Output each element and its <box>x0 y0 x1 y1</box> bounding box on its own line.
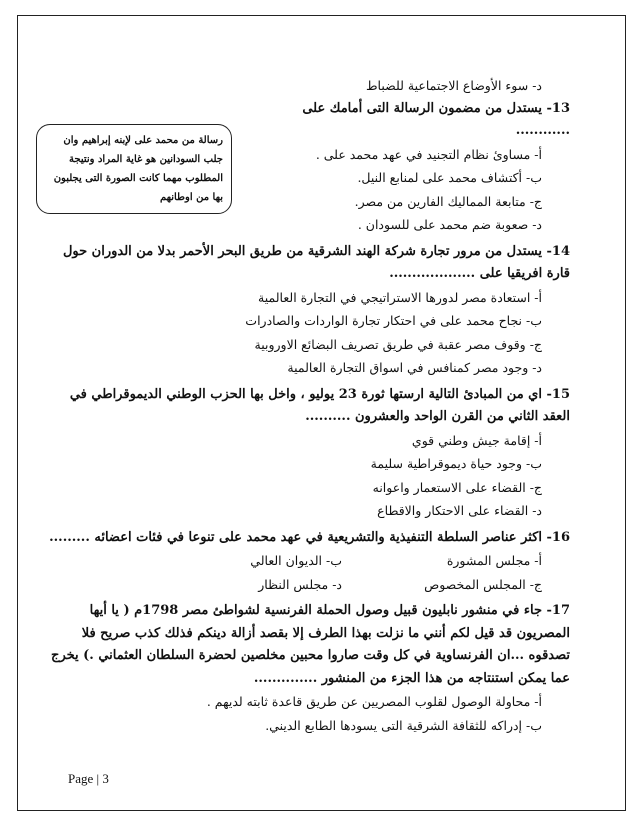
question-14: 14- يستدل من مرور تجارة شركة الهند الشرقية من طريق البحر الأحمر بدلا من الدوران حول قارة افريقيا على ................... <box>62 243 570 281</box>
question-17: 17- جاء في منشور نابليون قبيل وصول الحملة الفرنسية لشواطئ مصر 1798م ( يا أيها المصريون قد قيل لكم أنني ما نزلت بهذا الطرف إلا بقصد أزالة دينكم فذلك كذب صريح فلا تصدقوه ...ان الفرنساوية في كل وقت صاروا محبين مخلصين لحضرة السلطان العثماني .) يخرج عما يمكن استنتاجه من هذا الجزء من المنشور .............. <box>51 603 570 686</box>
quote-text: رسالة من محمد على لإبنه إبراهيم وان جلب السودانين هو غاية المراد ونتيجة المطلوب مهما كانت الصورة التى يجلبون بها من اوطانهم <box>53 135 223 203</box>
option-a-q17: أ- محاولة الوصول لقلوب المصريين عن طريق قاعدة ثابته لديهم . <box>206 694 542 709</box>
option-d-q14: د- وجود مصر كمنافس في اسواق التجارة العالمية <box>287 360 542 375</box>
options-cd-q16 <box>40 573 570 597</box>
option-c-q14: ج- وقوف مصر عقبة في طريق تصريف البضائع الاوروبية <box>254 336 542 352</box>
question-15: 15- اي من المبادئ التالية ارستها ثورة 23 يوليو ، واخل بها الحزب الوطني الديموقراطي في العقد الثاني من القرن الواحد والعشرون .......... <box>69 386 570 424</box>
option-c-q15: ج- القضاء على الاستعمار واعوانه <box>372 479 542 495</box>
option-a-q13: أ- مساوئ نظام التجنيد في عهد محمد على . <box>315 146 542 162</box>
option-d-q16: د- مجلس النظار <box>258 576 342 592</box>
option-a-q15: أ- إقامة جيش وطني قوي <box>411 432 542 448</box>
exam-content <box>40 74 570 737</box>
options-ab-q16 <box>40 549 570 573</box>
option-b-q14: ب- نجاح محمد على في احتكار تجارة الواردات والصادرات <box>245 313 542 328</box>
option-d-q15: د- القضاء على الاحتكار والاقطاع <box>377 503 542 518</box>
option-b-q15: ب- وجود حياة ديموقراطية سليمة <box>370 456 542 471</box>
option-a-q16: أ- مجلس المشورة <box>446 553 542 568</box>
option-c-q16: ج- المجلس المخصوص <box>424 576 542 592</box>
option-a-q14: أ- استعادة مصر لدورها الاستراتيجي في التجارة العالمية <box>258 289 542 305</box>
question-16: 16- اكثر عناصر السلطة التنفيذية والتشريعية في عهد محمد على تنوعا في فئات اعضائه ......... <box>49 529 570 545</box>
option-b-q13: ب- أكتشاف محمد على لمنابع النيل. <box>357 170 542 185</box>
option-d-q13: د- صعوبة ضم محمد على للسودان . <box>357 217 542 232</box>
question-13: 13- يستدل من مضمون الرسالة التى أمامك على ............ <box>302 100 570 138</box>
page-number: Page | 3 <box>68 771 109 786</box>
option-c-q13: ج- متابعة المماليك الفارين من مصر. <box>354 193 542 209</box>
option-d-q12: د- سوء الأوضاع الاجتماعية للضباط <box>365 78 542 93</box>
option-b-q17: ب- إدراكه للثقافة الشرقية التى يسودها الطابع الديني. <box>265 717 542 733</box>
option-b-q16: ب- الديوان العالي <box>250 553 342 568</box>
